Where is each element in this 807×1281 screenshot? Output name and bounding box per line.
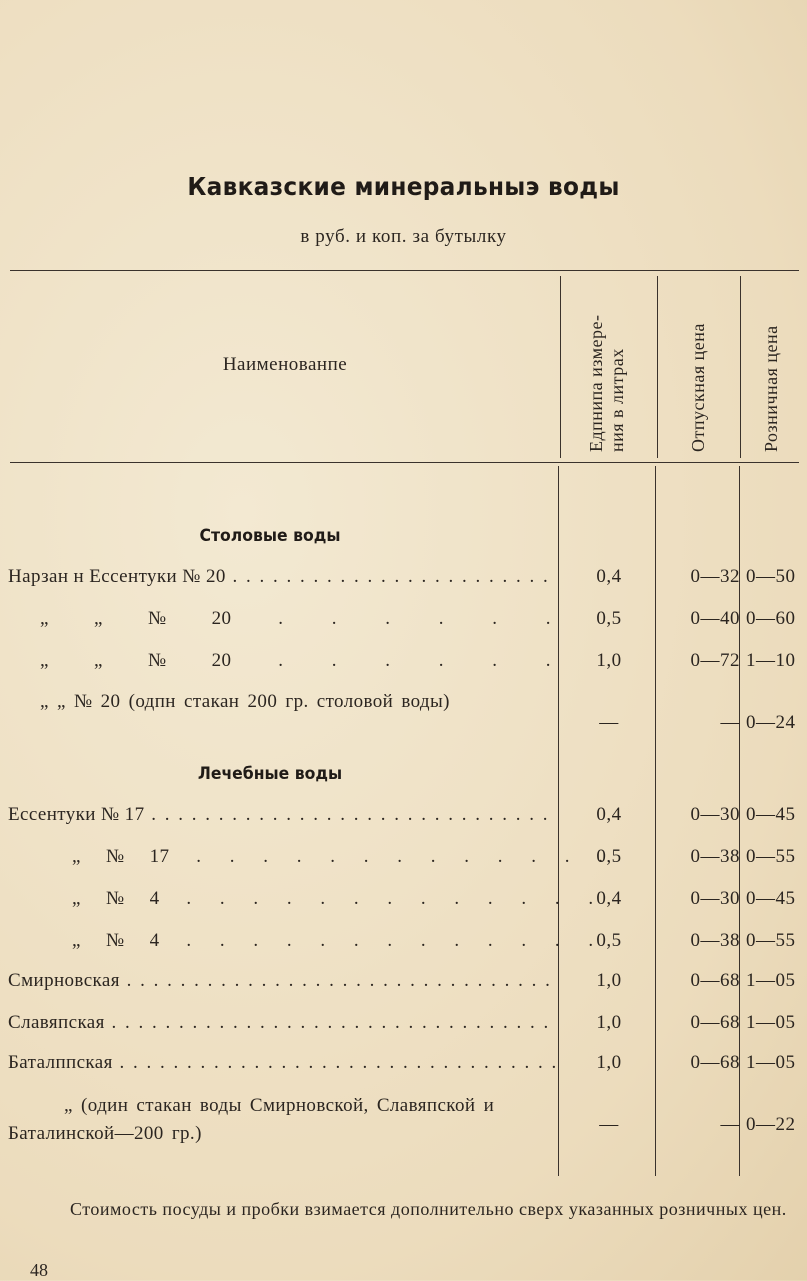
- row-retail: 0—60: [746, 608, 796, 629]
- table-row: [0, 688, 807, 744]
- row-wholesale: —: [720, 1114, 740, 1135]
- row-name: Баталппская . . .: [8, 1052, 556, 1074]
- section-medicinal-waters: Лечебные воды: [197, 764, 343, 784]
- row-retail: 1—05: [746, 1052, 796, 1073]
- header-unit-line: ния в литрах: [607, 348, 627, 452]
- row-unit: 0,5: [596, 608, 622, 629]
- row-wholesale: 0—30: [690, 888, 740, 909]
- row-retail: 0—45: [746, 888, 796, 909]
- row-wholesale: 0—72: [690, 650, 740, 671]
- column-divider: [657, 276, 658, 458]
- column-divider: [740, 276, 741, 458]
- table-row: [0, 846, 807, 876]
- row-wholesale: 0—68: [690, 970, 740, 991]
- row-wholesale: 0—68: [690, 1012, 740, 1033]
- row-name: „ № 17 . . .: [8, 846, 620, 868]
- table-row: [0, 888, 807, 918]
- row-unit: 0,5: [596, 930, 622, 951]
- table-row: [0, 804, 807, 834]
- row-unit: 0,4: [596, 888, 622, 909]
- table-row: [0, 608, 807, 638]
- row-unit: 1,0: [596, 1012, 622, 1033]
- row-name: Смирновская . . .: [8, 970, 556, 992]
- row-name: „ „ № 20 . . .: [8, 608, 588, 630]
- header-unit-line: Едпнипа измере-: [586, 314, 606, 452]
- row-unit: —: [599, 1114, 619, 1135]
- table-row: [0, 1092, 807, 1148]
- row-wholesale: 0—30: [690, 804, 740, 825]
- row-name: „ „ № 20 (одпн стакан 200 гр. столовой воды): [40, 691, 450, 712]
- header-name: Наименованпе: [222, 354, 348, 375]
- row-retail: 0—55: [746, 930, 796, 951]
- row-wholesale: 0—68: [690, 1052, 740, 1073]
- table-row: [0, 650, 807, 680]
- row-retail: 1—05: [746, 970, 796, 991]
- row-retail: 0—45: [746, 804, 796, 825]
- row-unit: 0,4: [596, 804, 622, 825]
- page-number: 48: [30, 1260, 48, 1280]
- row-retail: 0—55: [746, 846, 796, 867]
- row-name: Нарзан н Ессентуки № 20 . . .: [8, 566, 556, 588]
- table-row: [0, 566, 807, 596]
- row-wholesale: 0—38: [690, 846, 740, 867]
- row-unit: 0,5: [596, 846, 622, 867]
- table-row: [0, 1052, 807, 1082]
- row-retail: 0—22: [746, 1114, 796, 1135]
- row-unit: 1,0: [596, 1052, 622, 1073]
- header-retail: Розничная цена: [761, 325, 781, 452]
- row-name: Славяпская . . .: [8, 1012, 556, 1034]
- row-unit: 0,4: [596, 566, 622, 587]
- row-wholesale: 0—38: [690, 930, 740, 951]
- footnote: Стоимость посуды и пробки взимается дополнительно сверх указанных розничных цен.: [70, 1199, 787, 1219]
- row-retail: 0—24: [746, 712, 796, 733]
- page-subtitle: в руб. и коп. за бутылку: [300, 226, 507, 247]
- section-table-waters: Столовые воды: [199, 526, 341, 546]
- table-row: [0, 970, 807, 1000]
- row-name: „ № 4 . . .: [8, 930, 620, 952]
- row-name: „ (один стакан воды Смирновской, Славяпской и Баталинской—200 гр.): [8, 1095, 495, 1144]
- row-wholesale: —: [720, 712, 740, 733]
- row-retail: 1—05: [746, 1012, 796, 1033]
- column-divider: [560, 276, 561, 458]
- page-title: Кавказские минеральныэ воды: [187, 172, 620, 201]
- row-name: „ № 4 . . .: [8, 888, 620, 910]
- table-row: [0, 1012, 807, 1042]
- table-row: [0, 930, 807, 960]
- table-header-rule: [10, 462, 799, 463]
- table-top-rule: [10, 270, 799, 271]
- row-unit: 1,0: [596, 970, 622, 991]
- header-unit: [586, 282, 628, 452]
- row-name: Ессентуки № 17 . . .: [8, 804, 556, 826]
- row-retail: 1—10: [746, 650, 796, 671]
- row-wholesale: 0—40: [690, 608, 740, 629]
- row-unit: —: [599, 712, 619, 733]
- row-wholesale: 0—32: [690, 566, 740, 587]
- header-wholesale: Отпускная цена: [688, 323, 708, 452]
- row-unit: 1,0: [596, 650, 622, 671]
- row-name: „ „ № 20 . . .: [8, 650, 588, 672]
- row-retail: 0—50: [746, 566, 796, 587]
